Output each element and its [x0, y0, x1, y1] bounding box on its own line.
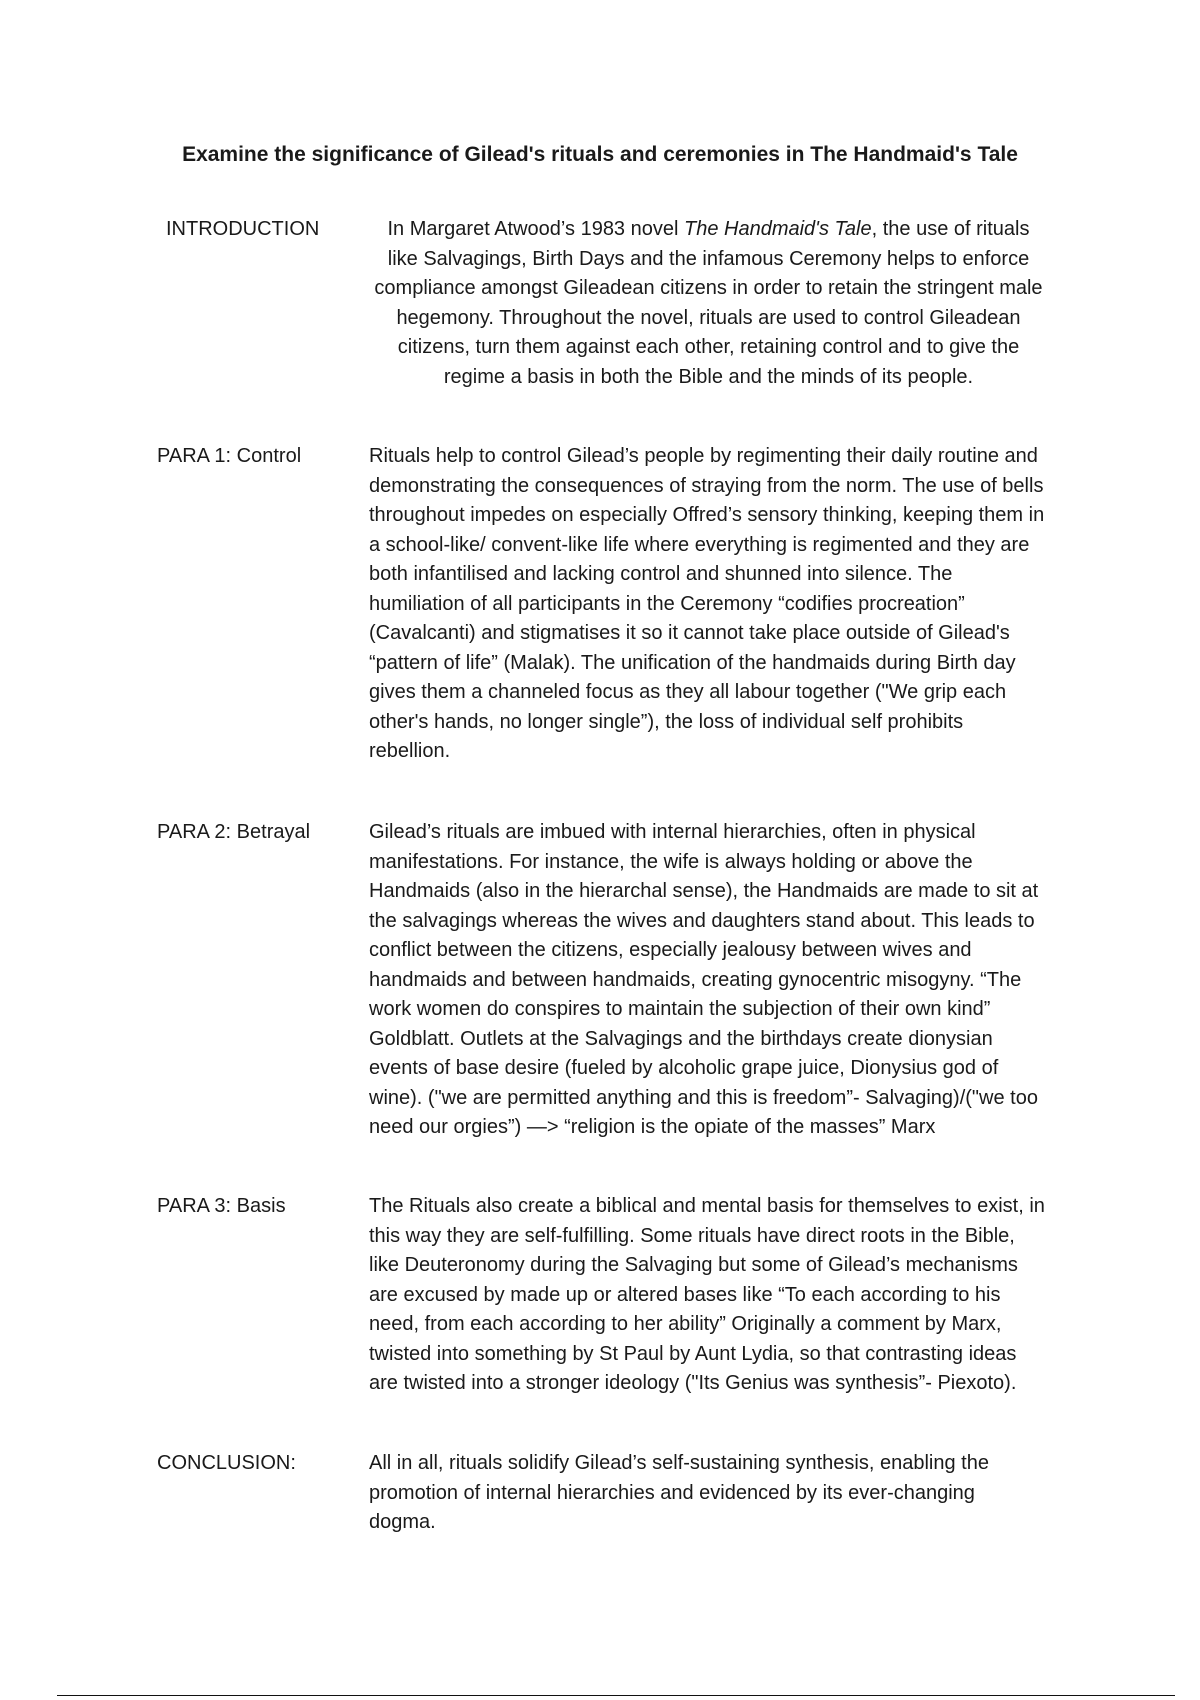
- section-paragraph: Gilead’s rituals are imbued with internal hierarchies, often in physical manifestations. For instance, the wife is always holding or above the Handmaids (also in the hierarchal sense), the Handmaids are made to sit at the salvagings whereas the wives and daughters stand about. This leads to conflict between the citizens, especially jealousy between wives and handmaids and between handmaids, creating gynocentric misogyny. “The work women do conspires to maintain the subjection of their own kind” Goldblatt. Outlets at the Salvagings and the birthdays create dionysian events of base desire (fueled by alcoholic grape juice, Dionysius god of wine). ("we are permitted anything and this is freedom”- Salvaging)/("we too need our orgies”) —> “religion is the opiate of the masses” Marx: [369, 821, 1039, 1138]
- section-paragraph: Rituals help to control Gilead’s people by regimenting their daily routine and demonstrating the consequences of straying from the norm. The use of bells throughout impedes on especially Offred’s sensory thinking, keeping them in a school-like/ convent-like life where everything is regimented and they are both infantilised and lacking control and shunned into silence. The humiliation of all participants in the Ceremony “codifies procreation” (Cavalcanti) and stigmatises it so it cannot take place outside of Gilead's “pattern of life” (Malak). The unification of the handmaids during Birth day gives them a channeled focus as they all labour together ("We grip each other's hands, no longer single”), the loss of individual self prohibits rebellion.: [369, 445, 1045, 762]
- page-divider: [57, 1695, 1175, 1696]
- intro-text-start: In Margaret Atwood’s 1983 novel: [387, 218, 684, 240]
- section-body: [369, 1449, 1046, 1538]
- document-title: Examine the significance of Gilead's rituals and ceremonies in The Handmaid's Tale: [182, 143, 1018, 166]
- section-body: [369, 442, 1046, 767]
- section-body: [369, 818, 1046, 1143]
- novel-title: The Handmaid's Tale: [683, 218, 872, 240]
- section-label: INTRODUCTION: [166, 218, 320, 240]
- section-label: CONCLUSION:: [157, 1452, 296, 1474]
- section-body: [371, 215, 1046, 392]
- section-body: [369, 1192, 1046, 1399]
- intro-text-rest: , the use of rituals like Salvagings, Birth Days and the infamous Ceremony helps to enforce compliance amongst Gileadean citizens in order to retain the stringent male hegemony. Throughout the novel, rituals are used to control Gileadean citizens, turn them against each other, retaining control and to give the regime a basis in both the Bible and the minds of its people.: [374, 218, 1043, 388]
- section-paragraph: The Rituals also create a biblical and mental basis for themselves to exist, in this way they are self-fulfilling. Some rituals have direct roots in the Bible, like Deuteronomy during the Salvaging but some of Gilead’s mechanisms are excused by made up or altered bases like “To each according to his need, from each according to her ability” Originally a comment by Marx, twisted into something by St Paul by Aunt Lydia, so that contrasting ideas are twisted into a stronger ideology ("Its Genius was synthesis”- Piexoto).: [369, 1195, 1045, 1394]
- section-paragraph: All in all, rituals solidify Gilead’s self-sustaining synthesis, enabling the promotion of internal hierarchies and evidenced by its ever-changing dogma.: [369, 1452, 989, 1533]
- section-label: PARA 2: Betrayal: [157, 821, 311, 843]
- section-paragraph: [371, 215, 1046, 392]
- section-label: PARA 1: Control: [157, 445, 302, 467]
- section-label: PARA 3: Basis: [157, 1195, 286, 1217]
